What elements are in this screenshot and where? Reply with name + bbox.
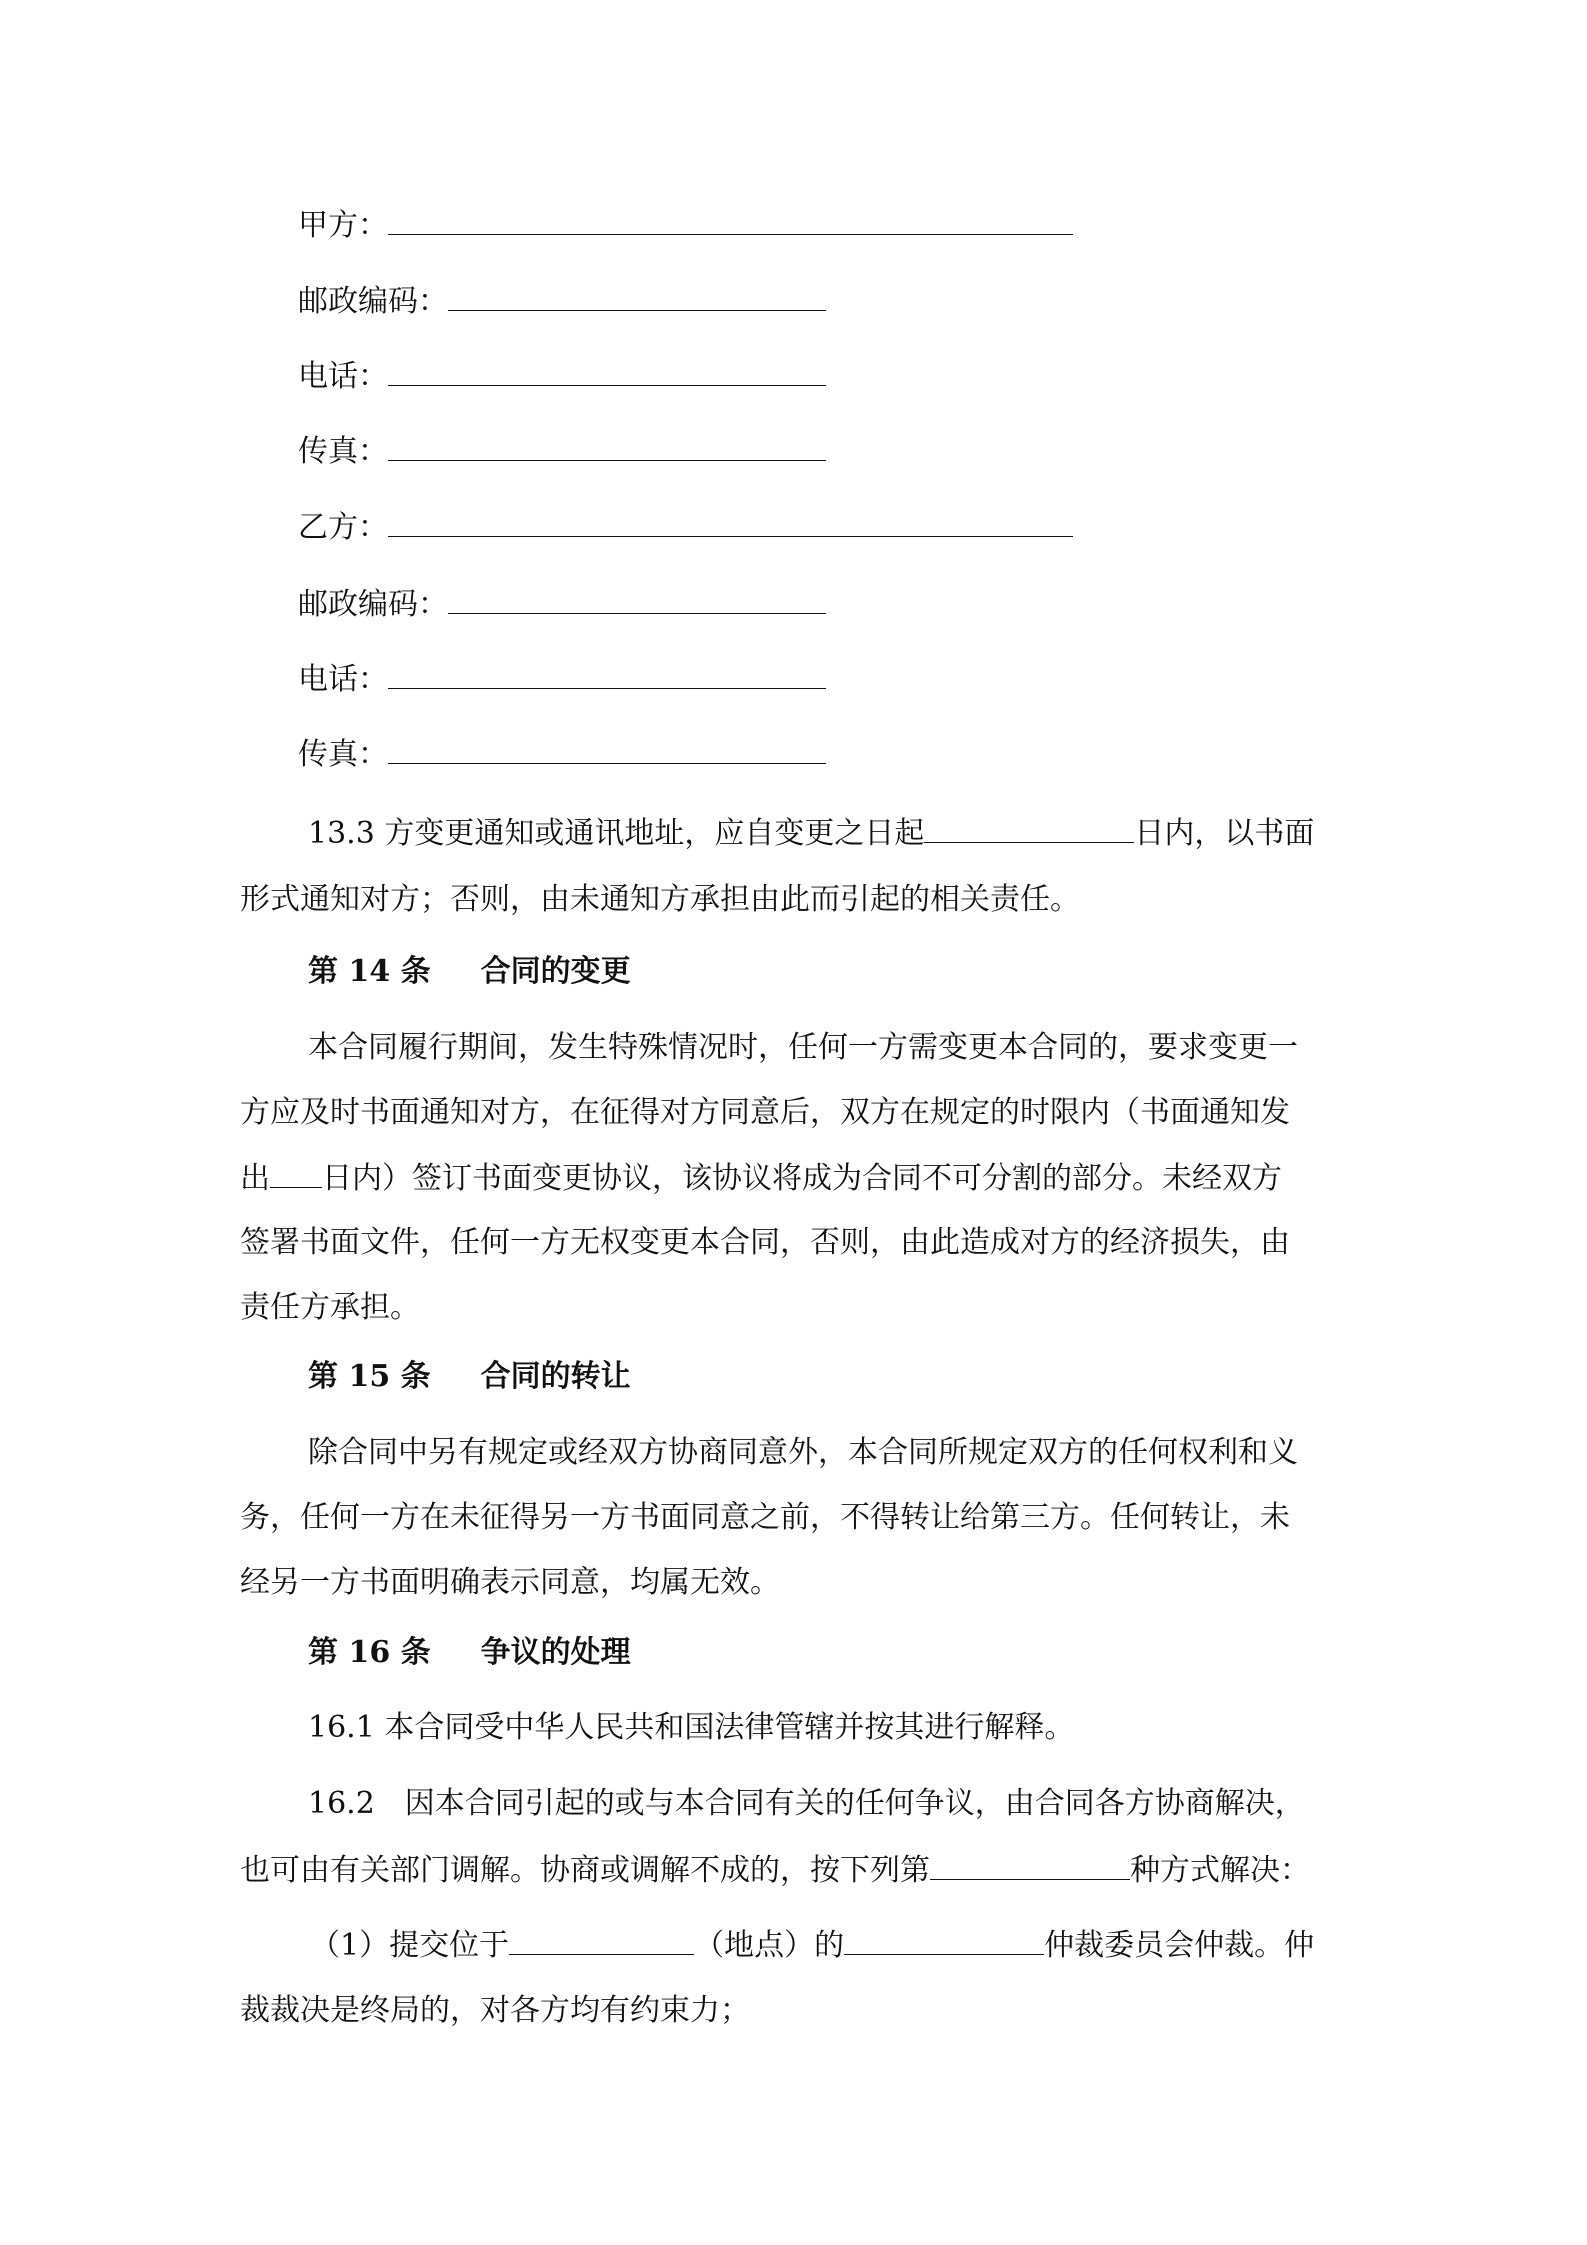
article-14-line4: 签署书面文件，任何一方无权变更本合同，否则，由此造成对方的经济损失，由 [240,1225,1290,1260]
clause-text: （地点）的 [694,1928,845,1963]
fax-blank-a[interactable] [388,436,826,461]
fax-field-b [298,739,826,770]
clause-text: 种方式解决： [1130,1853,1310,1888]
article-number: 第 14 条 [308,954,431,989]
phone-field-b [298,664,826,695]
clause-16-2-line1: 16.2 因本合同引起的或与本合同有关的任何争议，由合同各方协商解决， [308,1786,1305,1821]
article-14-line3 [240,1163,1282,1194]
article-14-heading [308,954,631,989]
location-blank[interactable] [509,1930,694,1955]
postal-code-blank-a[interactable] [448,286,826,311]
clause-16-2-line2 [240,1855,1310,1886]
article-number: 第 16 条 [308,1635,431,1670]
article-title: 争议的处理 [480,1635,631,1670]
article-14-line5: 责任方承担。 [240,1290,420,1325]
fax-blank-b[interactable] [388,739,826,764]
article-15-line2: 务，任何一方在未征得另一方书面同意之前，不得转让给第三方。任何转让，未 [240,1500,1290,1535]
clause-text: 出 [240,1161,270,1196]
field-label: 电话： [298,662,388,697]
phone-blank-b[interactable] [388,664,826,689]
party-b-field [298,512,1073,543]
field-label: 甲方： [298,208,388,243]
days-blank[interactable] [270,1163,322,1188]
clause-text: 日内，以书面 [1134,816,1315,851]
field-label: 邮政编码： [298,284,448,319]
option-1-line2: 裁裁决是终局的，对各方均有约束力； [240,1993,750,2028]
article-title: 合同的变更 [480,954,631,989]
article-15-line3: 经另一方书面明确表示同意，均属无效。 [240,1565,780,1600]
clause-text: 13.3 方变更通知或通讯地址，应自变更之日起 [308,816,925,851]
article-15-heading [308,1359,631,1394]
clause-13-3-line1 [308,818,1314,849]
clause-text: 也可由有关部门调解。协商或调解不成的，按下列第 [240,1853,930,1888]
arbitration-commission-blank[interactable] [844,1930,1044,1955]
postal-code-field-a [298,286,826,317]
phone-blank-a[interactable] [388,361,826,386]
article-number: 第 15 条 [308,1359,431,1394]
field-label: 传真： [298,434,388,469]
article-14-line2: 方应及时书面通知对方，在征得对方同意后，双方在规定的时限内（书面通知发 [240,1095,1290,1130]
clause-text: 日内）签订书面变更协议，该协议将成为合同不可分割的部分。未经双方 [322,1161,1282,1196]
field-label: 邮政编码： [298,587,448,622]
option-1-line1 [310,1930,1314,1961]
fax-field-a [298,436,826,467]
article-title: 合同的转让 [480,1359,631,1394]
phone-field-a [298,361,826,392]
clause-text: 仲裁委员会仲裁。仲 [1044,1928,1315,1963]
method-blank[interactable] [930,1855,1130,1880]
article-14-line1: 本合同履行期间，发生特殊情况时，任何一方需变更本合同的，要求变更一 [308,1030,1298,1065]
days-blank[interactable] [924,818,1134,843]
clause-text: （1）提交位于 [310,1928,510,1963]
clause-16-1: 16.1 本合同受中华人民共和国法律管辖并按其进行解释。 [308,1710,1075,1745]
party-b-blank[interactable] [388,512,1073,537]
field-label: 乙方： [298,510,388,545]
party-a-field [298,210,1073,241]
field-label: 电话： [298,359,388,394]
clause-13-3-line2: 形式通知对方；否则，由未通知方承担由此而引起的相关责任。 [240,882,1080,917]
postal-code-blank-b[interactable] [448,589,826,614]
postal-code-field-b [298,589,826,620]
article-15-line1: 除合同中另有规定或经双方协商同意外，本合同所规定双方的任何权利和义 [308,1435,1298,1470]
field-label: 传真： [298,737,388,772]
article-16-heading [308,1635,631,1670]
party-a-blank[interactable] [388,210,1073,235]
